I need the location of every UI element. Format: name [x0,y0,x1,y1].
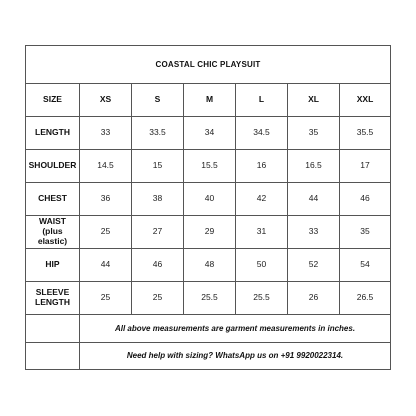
table-cell: 26 [287,282,339,314]
row-label-waist: WAIST (plus elastic) [37,216,68,246]
sizing-help-note: Need help with sizing? WhatsApp us on +91 9920022314. [79,343,390,369]
table-cell: 46 [131,249,183,281]
table-cell: 52 [287,249,339,281]
row-label-chest: CHEST [38,193,67,204]
help-row-spacer [26,343,79,369]
table-cell: 54 [339,249,390,281]
size-header-s: S [131,84,183,116]
size-header-xs: XS [79,84,131,116]
table-cell: 25 [131,282,183,314]
table-cell: 33 [79,117,131,149]
table-cell: 16 [235,150,287,182]
table-cell: 34.5 [235,117,287,149]
table-cell: 31 [235,216,287,248]
table-cell: 15 [131,150,183,182]
table-cell: 17 [339,150,390,182]
measurement-note: All above measurements are garment measurements in inches. [79,315,390,342]
table-cell: 44 [287,183,339,215]
size-header-xxl: XXL [339,84,390,116]
table-cell: 35.5 [339,117,390,149]
table-cell: 46 [339,183,390,215]
table-row [26,248,390,281]
table-cell: 34 [183,117,235,149]
table-cell: 33 [287,216,339,248]
size-header-l: L [235,84,287,116]
table-cell: 27 [131,216,183,248]
size-header-xl: XL [287,84,339,116]
table-cell: 36 [79,183,131,215]
table-cell: 48 [183,249,235,281]
note-row [26,314,390,342]
table-cell: 26.5 [339,282,390,314]
table-cell: 16.5 [287,150,339,182]
table-row [26,116,390,149]
table-cell: 25.5 [183,282,235,314]
table-cell: 35 [287,117,339,149]
table-cell: 50 [235,249,287,281]
row-label-sleeve-length: SLEEVE LENGTH [35,287,70,307]
table-cell: 15.5 [183,150,235,182]
table-cell: 38 [131,183,183,215]
size-header-m: M [183,84,235,116]
row-label-length: LENGTH [35,127,70,138]
title-row [26,46,390,83]
table-cell: 35 [339,216,390,248]
table-cell: 44 [79,249,131,281]
size-chart-table [25,45,391,370]
size-header-label: SIZE [43,94,62,105]
table-cell: 42 [235,183,287,215]
table-cell: 14.5 [79,150,131,182]
table-row [26,182,390,215]
table-cell: 25.5 [235,282,287,314]
table-row [26,215,390,248]
table-cell: 25 [79,282,131,314]
help-row [26,342,390,369]
row-label-hip: HIP [45,259,60,270]
note-row-spacer [26,315,79,342]
row-label-shoulder: SHOULDER [28,160,77,171]
table-cell: 33.5 [131,117,183,149]
chart-title: COASTAL CHIC PLAYSUIT [155,59,261,69]
table-cell: 40 [183,183,235,215]
table-row [26,149,390,182]
header-row [26,83,390,116]
table-cell: 25 [79,216,131,248]
table-cell: 29 [183,216,235,248]
table-row [26,281,390,314]
